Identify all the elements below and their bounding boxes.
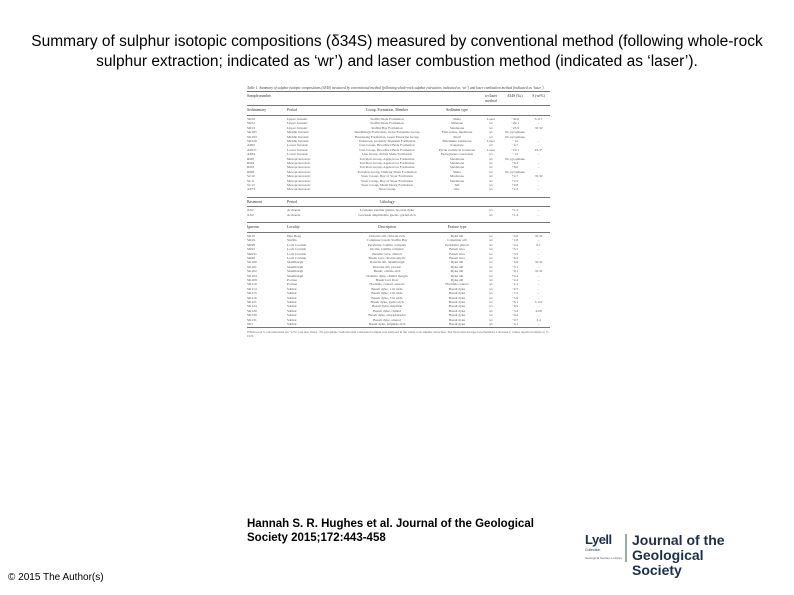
table-cell: Upper Jurassic [287, 116, 308, 121]
table-cell: Basalt, olivine-rich [373, 269, 401, 274]
table-cell: Staffin Shale Formation [370, 116, 404, 121]
table-cell: wr [489, 233, 493, 238]
table-cell: Mesoproterozoic [287, 178, 311, 183]
table-cell: 3.117 [534, 116, 543, 121]
table-cell: Sleat Group [378, 187, 396, 192]
table-cell: SK7 [247, 322, 254, 327]
table-cell: Sandstone [449, 161, 465, 166]
table-cell: No pyrophane [505, 156, 525, 161]
table-cell: 0.1 [536, 242, 541, 247]
sed-header: Sedimentary Period Group, Formation, Member Sediment type [247, 108, 468, 113]
table-cell: No pyrophane [505, 134, 525, 139]
table-cell: −14 [512, 139, 518, 144]
table-cell: Basalt dyke [448, 313, 466, 318]
table-cell: No pyrophane [505, 169, 525, 174]
table-cell: Sabhal [287, 295, 297, 300]
table-cell: Siltstone [450, 121, 464, 126]
table-cell: Torridon Group, Diabaig Shale Formation [357, 169, 417, 174]
table-cell: wr [489, 169, 493, 174]
table-cell: wr [489, 273, 493, 278]
table-cell: Basalt dyke, 1 m wide [371, 286, 403, 291]
table-header: Sample number wr/laser method δ34S (‰) S (wt%) [247, 94, 545, 103]
table-cell: 23.3* [534, 147, 543, 152]
table-cell: Basalt dyke [448, 308, 466, 313]
table-caption: Table 1. Summary of sulphur isotopic compositions (δ34S) measured by conventional method (following whole-rock sulphur extraction; indicated as ‘wr’) and laser combustion method (indicated as ‘laser’) [247, 86, 544, 90]
table-cell: +1.4 [511, 212, 519, 217]
slide-title: Summary of sulphur isotopic compositions (δ34S) measured by conventional method (following whole-rock sulphur extraction; indicated as ‘wr’) and laser combustion method (indicated as ‘laser’). [31, 33, 763, 70]
table-cell: −4.9 [511, 233, 519, 238]
table-cell: Dolerite sill, picritic [372, 264, 402, 269]
table-cell: Staffin [287, 238, 297, 243]
table-cell: Mesoproterozoic [287, 174, 311, 179]
table-cell: Basalt dyke, altered [373, 317, 401, 322]
logo-divider [625, 534, 627, 562]
table-cell: – [537, 238, 540, 243]
table-cell: wr [489, 134, 493, 139]
table-cell: AP671 [247, 147, 257, 152]
table-cell: wr [489, 143, 493, 148]
table-cell: wr [489, 317, 493, 322]
table-cell: −9.7 [511, 317, 519, 322]
table-row [247, 322, 550, 326]
table-cell: <0.32 [534, 233, 543, 238]
table-cell: – [537, 139, 540, 144]
table-cell: wr [489, 208, 493, 213]
table-cell: wr [489, 295, 493, 300]
table-cell: wr [489, 255, 493, 260]
table-cell: SK121 [247, 299, 257, 304]
table-cell: Middle Jurassic [287, 134, 310, 139]
table-cell: −5.9 [511, 295, 519, 300]
table-cell: RM4 [247, 161, 255, 166]
table-cell: Portree [287, 277, 298, 282]
table-cell: SK29 [247, 238, 255, 243]
table-cell: wr [489, 165, 493, 170]
table-cell: Sabhal [287, 291, 297, 296]
table-cell: Laser [487, 139, 495, 144]
table-cell: −10.1 [510, 147, 520, 152]
table-cell: Archaean [287, 208, 301, 213]
table-cell: Unknown, probably Duntulm Formation [358, 139, 416, 144]
table-cell: Loch Coruisk [287, 251, 307, 256]
table-cell: −7.5 [511, 291, 519, 296]
journal-name: Journal of the Geological Society [632, 532, 725, 578]
table-cell: wr [489, 282, 493, 287]
table-cell: – [537, 322, 540, 327]
table-cell: Peridotite pluton [445, 242, 469, 247]
table-cell: Silt [454, 183, 460, 188]
table-cell: −3.1 [511, 264, 519, 269]
table-cell: Sandstone [449, 165, 465, 170]
table-cell: Mesoproterozoic [287, 156, 311, 161]
table-cell: Sabhal [287, 313, 297, 318]
table-cell: – [537, 264, 540, 269]
table-cell: Ironstone [450, 143, 464, 148]
table-cell: Upper Jurassic [287, 125, 308, 130]
table-cell: +4.7 [511, 174, 519, 179]
table-cell: SC12 [247, 183, 255, 188]
table-cell: RM3 [247, 165, 255, 170]
table-cell: SK115 [247, 291, 257, 296]
table-row [247, 187, 550, 191]
table-cell: XX1 [247, 208, 254, 213]
table-cell: Basalt dyke [448, 291, 466, 296]
lyell-logo-text: Lyell [585, 532, 612, 547]
table-cell: – [537, 161, 540, 166]
table-cell: SK50 [247, 116, 255, 121]
table-cell: −4.7 [511, 143, 519, 148]
table-cell: Torridon Group, Applecross Formation [359, 156, 415, 161]
table-cell: Sabhal [287, 304, 297, 309]
table-cell: <0.32 [534, 174, 543, 179]
table-cell: wr [489, 286, 493, 291]
table-cell: AP73 [247, 187, 255, 192]
table-cell: wr [489, 291, 493, 296]
table-footnote: Whole-rock S concentrations (as ‘wt%’) are also listed. ‘No pyrophane’ indicates that a measured sample was analysed in the whole rock sulphur extraction. The Newcastle Isotope Geochemistry Laboratory; values reported relative to V-CDT. [247, 330, 549, 339]
table-cell: – [537, 291, 540, 296]
table-cell: Loch Coruisk [287, 247, 307, 252]
table-cell: wr [489, 251, 493, 256]
table-cell: +8.0 [511, 165, 519, 170]
table-cell: 3.4 [536, 317, 541, 322]
table-cell: – [537, 152, 540, 157]
table-cell: SK526 [247, 139, 257, 144]
table-cell: AP65 [247, 143, 255, 148]
table-cell: Lower Jurassic [287, 152, 309, 157]
table-cell: – [537, 286, 540, 291]
table-cell: wr [489, 304, 493, 309]
table-cell: SK116 [247, 295, 257, 300]
table-cell: SK110 [247, 282, 257, 287]
table-cell: Picrite, Cuillin complex [370, 247, 404, 252]
table-cell: XX2 [247, 212, 254, 217]
table-cell: SK102 [247, 269, 257, 274]
table-cell: Lewisian tonalite gneiss, Scourie dyke [360, 208, 414, 213]
table-cell [435, 213, 479, 217]
table-cell: Dun Beag [287, 233, 302, 238]
table-cell: – [537, 143, 540, 148]
table-cell: SK53 [247, 125, 255, 130]
table-cell: Middle Jurassic [287, 130, 310, 135]
table-cell: – [537, 295, 540, 300]
table-cell: – [537, 273, 540, 278]
table-cell: −1.8 [511, 238, 519, 243]
table-cell: – [537, 183, 540, 188]
table-cell: Sandstone [449, 125, 465, 130]
table-cell: Sandstone [449, 178, 465, 183]
table-cell: wr [489, 322, 493, 327]
table-cell: +2.5 [511, 178, 519, 183]
table-cell: −4.6 [511, 260, 519, 265]
table-image [247, 86, 550, 516]
table-cell: No pyrophane [505, 130, 525, 135]
table-cell: Torridon Group, Applecross Formation [359, 165, 415, 170]
table-cell: −5.7 [511, 247, 519, 252]
table-cell: wr [489, 178, 493, 183]
table-cell: SK129 [247, 308, 257, 313]
table-cell: Basaltic lava, altered [372, 251, 402, 256]
table-row [247, 213, 550, 217]
table-cell: SK96 [247, 255, 255, 260]
table-cell: −2.1 [511, 282, 519, 287]
table-cell: Skudiburgh [287, 264, 304, 269]
table-cell: Skudiburgh Formation, Great Estuarine Group [354, 130, 420, 135]
lyell-logo-sub: Collection [585, 548, 601, 552]
table-cell: Ferruginous concretion [440, 152, 474, 157]
table-cell: – [537, 251, 540, 256]
table-cell: SK124 [247, 304, 257, 309]
table-rule [247, 91, 550, 92]
table-cell: +6.3 [511, 161, 519, 166]
table-cell: Loch Coruisk [287, 255, 307, 260]
table-cell: Lower Jurassic [287, 143, 309, 148]
basement-body [247, 208, 550, 217]
table-cell: Columnar sill [447, 238, 467, 243]
table-cell: −2.4 [511, 277, 519, 282]
table-cell: Dyke sill [450, 233, 464, 238]
table-cell: −4.9 [511, 304, 519, 309]
sed-body [247, 117, 550, 192]
table-cell: Basalt dyke, amygdaloidal [368, 313, 406, 318]
table-cell: Mesoproterozoic [287, 169, 311, 174]
table-cell: Stoer Group, Bay of Stoer Formation [360, 174, 414, 179]
table-cell: Mesoproterozoic [287, 183, 311, 188]
table-cell: Sandstone [449, 156, 465, 161]
table-cell: SK185 [247, 130, 257, 135]
table-cell: SK100 [247, 260, 257, 265]
table-cell: Stoer Group, Bay of Stoer Formation [360, 178, 414, 183]
table-cell: Shale [453, 116, 461, 121]
table-cell: SK92 [247, 247, 255, 252]
table-cell: Lias Group, Broadford Beds Formation [359, 143, 415, 148]
table-cell: −4.4 [511, 242, 519, 247]
table-cell: Skudiburgh [287, 273, 304, 278]
table-cell: +2.8 [511, 183, 519, 188]
table-cell: wr [489, 212, 493, 217]
table-cell: wr [489, 130, 493, 135]
table-cell: Mesoproterozoic [287, 165, 311, 170]
table-cell: wr [489, 277, 493, 282]
table-cell: Torridon Group, Applecross Formation [359, 161, 415, 166]
igneous-body [247, 234, 550, 327]
table-cell: SK93a [247, 251, 257, 256]
table-cell: Basalt lava, olivine-phyric [368, 255, 406, 260]
table-cell: – [537, 277, 540, 282]
table-cell: SK104 [247, 273, 257, 278]
table-cell: SK131 [247, 317, 257, 322]
table-cell: Dyke sill [450, 277, 464, 282]
table-cell: Dyke sill [450, 260, 464, 265]
table-cell: −32.6 [510, 116, 520, 121]
table-cell: – [537, 304, 540, 309]
table-cell: Mesoproterozoic [287, 187, 311, 192]
table-cell: −3.2 [511, 308, 519, 313]
table-cell: −4.1 [511, 322, 519, 327]
table-cell: Basalt dyke [448, 317, 466, 322]
lyell-logo-tag: Geological Society e-Library [585, 556, 623, 560]
table-cell: Dolerite sill, chlorite-rich [369, 233, 405, 238]
table-cell: wr [489, 242, 493, 247]
table-cell: – [537, 313, 540, 318]
table-cell: Laser [487, 147, 495, 152]
table-cell: SK52 [247, 121, 255, 126]
table-cell: – [537, 282, 540, 287]
table-cell: wr [489, 269, 493, 274]
table-cell: Skudiburgh [287, 269, 304, 274]
table-cell: wr [489, 121, 493, 126]
table-cell: wr [489, 264, 493, 269]
table-cell: SK10 [247, 233, 255, 238]
table-cell: Belemnite sandstone [442, 139, 472, 144]
table-cell: Basalt lava flow [375, 277, 399, 282]
table-cell: wr [489, 247, 493, 252]
table-cell: −14 [512, 152, 518, 157]
table-cell: Basalt dyke, 2 m wide [371, 291, 403, 296]
table-cell: wr [489, 174, 493, 179]
table-cell: wr [489, 238, 493, 243]
table-cell: Basalt dyke, chilled [373, 308, 401, 313]
table-cell: – [537, 255, 540, 260]
journal-logo [585, 532, 750, 578]
table-cell: SK109 [247, 277, 257, 282]
table-cell: Lias Group, Broadford Beds Formation [359, 147, 415, 152]
table-cell: Lewisian amphibolite gneiss, garnet-rich [358, 212, 416, 217]
table-cell: Portree [287, 282, 298, 287]
table-cell: Shale [453, 169, 461, 174]
igneous-header: Igneous Locality Description Feature type [247, 225, 467, 230]
table-cell: 4.08 [535, 308, 542, 313]
table-cell: Bearreraig Formation, Great Estuarine Group [355, 134, 419, 139]
table-cell: Sabhal [287, 322, 297, 327]
table-cell: −8.1 [511, 299, 519, 304]
table-cell: Basalt dyke [448, 295, 466, 300]
table-cell: Dyke sill [450, 273, 464, 278]
table-cell: – [537, 178, 540, 183]
table-cell: Hornfels, contact aureole [369, 282, 405, 287]
table-cell: SK183 [247, 134, 257, 139]
table-cell: RM5 [247, 156, 255, 161]
table-cell: <0.32 [534, 125, 543, 130]
table-cell: RM6 [247, 169, 255, 174]
table-cell: Sabhal [287, 308, 297, 313]
table-cell: SC11 [247, 178, 255, 183]
table-cell: −23.9 [510, 125, 520, 130]
table-cell: +2.3 [511, 187, 519, 192]
table-cell: Basalt dyke, sulphide-rich [368, 322, 406, 327]
table-cell: wr [489, 152, 493, 157]
table-cell: Sabhal [287, 286, 297, 291]
table-cell: wr [489, 260, 493, 265]
table-cell: Dyke sill [450, 269, 464, 274]
table-cell: Basalt dyke, pyrite-rich [370, 299, 404, 304]
table-cell: SC10 [247, 174, 255, 179]
table-cell: Middle Jurassic [287, 139, 310, 144]
table-cell: Loch Coruisk [287, 242, 307, 247]
citation: Hannah S. R. Hughes et al. Journal of the Geological Society 2015;172:443-458 [247, 518, 534, 544]
table-cell: +1.2 [511, 208, 519, 213]
table-cell: Basalt dyke, 3 m wide [371, 295, 403, 300]
table-cell: Sabhal [287, 317, 297, 322]
table-cell: −6.3 [511, 255, 519, 260]
table-cell: wr [489, 125, 493, 130]
table-cell: Lower Jurassic [287, 147, 309, 152]
table-cell: −29.1 [510, 121, 520, 126]
table-cell: Dolerite sill, Skudiburgh [369, 260, 405, 265]
table-cell: Columnar basalt, Staffin Bay [366, 238, 408, 243]
table-cell: Upper Jurassic [287, 121, 308, 126]
table-cell: −9.4 [511, 313, 519, 318]
table-cell: SK130 [247, 313, 257, 318]
table-cell: Fish scales, mudstone [441, 130, 473, 135]
table-cell: −0.1 [511, 269, 519, 274]
table-cell: Laser [487, 116, 495, 121]
table-cell: −9.7 [511, 286, 519, 291]
table-cell: Basalt dyke [448, 299, 466, 304]
table-cell: Basalt lava [449, 255, 465, 260]
table-cell: Basalt dyke [448, 304, 466, 309]
table-cell: wr [489, 187, 493, 192]
table-cell: Pyrite nodule in ironstone [438, 147, 476, 152]
table-cell: – [537, 212, 540, 217]
table-cell: Archaean [287, 212, 301, 217]
table-cell: Staffin Bay Formation [371, 125, 403, 130]
table-cell: Mesoproterozoic [287, 161, 311, 166]
table-cell: Lias Group, Pabba Shale Formation [361, 152, 413, 157]
table-cell: – [537, 187, 540, 192]
copyright: © 2015 The Author(s) [8, 572, 104, 583]
table-cell: wr [489, 313, 493, 318]
table-cell: Basalt dyke, sulphide [371, 304, 403, 309]
table-cell: SK101 [247, 264, 257, 269]
table-cell: – [537, 165, 540, 170]
table-cell: <0.32 [534, 260, 543, 265]
table-cell: Basalt dyke [448, 286, 466, 291]
table-cell: wr [489, 183, 493, 188]
table-cell: Stoer Group, Meall Dearg Formation [361, 183, 413, 188]
table-cell: SK98 [247, 242, 255, 247]
table-cell: wr [489, 308, 493, 313]
table-cell: mw [454, 187, 460, 192]
table-cell: <0.32 [534, 269, 543, 274]
table-cell: Skudiburgh [287, 260, 304, 265]
table-cell: SK114 [247, 286, 257, 291]
table-cell: Dyke sill [450, 264, 464, 269]
table-cell: – [537, 247, 540, 252]
table-cell: Sabhal [287, 299, 297, 304]
table-cell: AP64 [247, 152, 255, 157]
table-cell: +0.4 [511, 273, 519, 278]
table-cell: Mudstone [450, 174, 464, 179]
table-cell: wr [489, 299, 493, 304]
table-cell: Basalt lava [449, 251, 465, 256]
table-cell: – [537, 121, 540, 126]
table-cell: Staffin Shale Formation [370, 121, 404, 126]
table-cell: Shell [453, 134, 461, 139]
table-cell: Peridotite, Cuillin complex [367, 242, 406, 247]
table-cell: wr [489, 156, 493, 161]
table-cell: Dolerite dyke, chilled margin [366, 273, 408, 278]
table-cell: Hornfels contact [445, 282, 469, 287]
table-cell: 3.122 [534, 299, 543, 304]
table-cell: wr [489, 161, 493, 166]
table-cell: −3.5 [511, 251, 519, 256]
table-cell: Basalt dyke [448, 322, 466, 327]
basement-header: Basement Period Lithology [247, 199, 395, 204]
table-cell: Basalt lava [449, 247, 465, 252]
table-cell: – [537, 208, 540, 213]
